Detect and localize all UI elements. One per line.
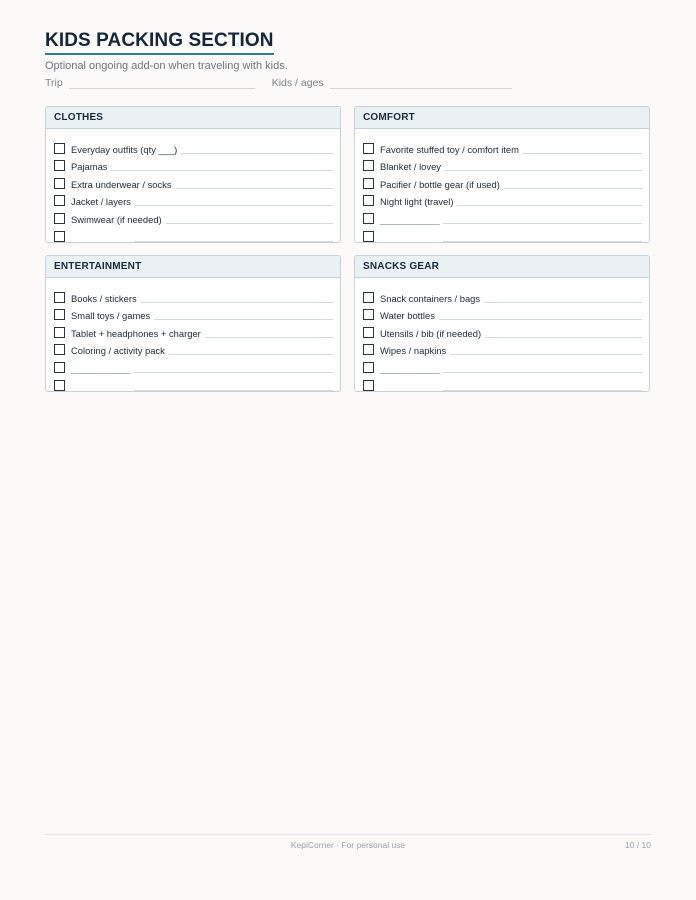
checklist-item-label: Blanket / lovey bbox=[380, 161, 441, 173]
checklist-item-label: Favorite stuffed toy / comfort item bbox=[380, 143, 519, 155]
blank-item-line[interactable]: ________________ bbox=[380, 364, 440, 374]
write-in-line[interactable] bbox=[205, 329, 333, 338]
page-number: 10 / 10 bbox=[625, 840, 651, 850]
write-in-line[interactable] bbox=[169, 346, 333, 355]
checkbox[interactable] bbox=[54, 213, 65, 224]
checklist-item-label: Coloring / activity pack bbox=[71, 345, 165, 357]
write-in-line[interactable] bbox=[484, 294, 642, 303]
checklist-item bbox=[363, 304, 642, 322]
checklist bbox=[355, 129, 649, 243]
write-in-line[interactable] bbox=[485, 329, 642, 338]
checkbox[interactable] bbox=[54, 309, 65, 320]
write-in-line[interactable] bbox=[134, 364, 333, 373]
checklist-item bbox=[363, 137, 642, 155]
write-in-line[interactable] bbox=[154, 311, 333, 320]
checkbox[interactable] bbox=[54, 195, 65, 206]
checklist-item-label: Everyday outfits (qty ___) bbox=[71, 143, 178, 155]
write-in-line[interactable] bbox=[504, 180, 642, 189]
checklist-item bbox=[54, 374, 333, 392]
write-in-line[interactable] bbox=[443, 215, 642, 224]
checkbox[interactable] bbox=[54, 344, 65, 355]
checklist-item bbox=[54, 225, 333, 243]
meta-fields bbox=[45, 75, 651, 89]
checklist-item bbox=[54, 207, 333, 225]
page-header bbox=[45, 30, 651, 89]
checklist-item-label: Pajamas bbox=[71, 161, 108, 173]
checkbox[interactable] bbox=[54, 362, 65, 373]
section-title: COMFORT bbox=[355, 107, 649, 129]
write-in-line[interactable] bbox=[450, 346, 642, 355]
write-in-line[interactable] bbox=[443, 233, 642, 242]
section-title: CLOTHES bbox=[46, 107, 340, 129]
checklist-item-label: Utensils / bib (if needed) bbox=[380, 327, 482, 339]
checkbox[interactable] bbox=[363, 195, 374, 206]
trip-field[interactable] bbox=[69, 78, 255, 89]
write-in-line[interactable] bbox=[523, 145, 642, 154]
checklist-item-label: Jacket / layers bbox=[71, 196, 131, 208]
checklist-item bbox=[54, 155, 333, 173]
write-in-line[interactable] bbox=[181, 145, 333, 154]
write-in-line[interactable] bbox=[134, 382, 333, 391]
blank-item-line[interactable]: ________________ bbox=[380, 382, 440, 392]
checkbox[interactable] bbox=[54, 380, 65, 391]
blank-item-line[interactable]: ________________ bbox=[71, 382, 131, 392]
checklist-item bbox=[54, 172, 333, 190]
write-in-line[interactable] bbox=[439, 311, 642, 320]
checklist-item bbox=[54, 356, 333, 374]
section-comfort bbox=[354, 106, 650, 243]
checkbox[interactable] bbox=[363, 178, 374, 189]
write-in-line[interactable] bbox=[457, 197, 642, 206]
checklist-item-label: Swimwear (if needed) bbox=[71, 213, 162, 225]
checklist-item bbox=[363, 190, 642, 208]
checklist bbox=[355, 278, 649, 392]
checklist-item bbox=[363, 207, 642, 225]
write-in-line[interactable] bbox=[141, 294, 333, 303]
checkbox[interactable] bbox=[54, 292, 65, 303]
checklist-item bbox=[363, 339, 642, 357]
checklist-item-label: Water bottles bbox=[380, 310, 435, 322]
checklist-item bbox=[363, 321, 642, 339]
checkbox[interactable] bbox=[363, 362, 374, 373]
checkbox[interactable] bbox=[54, 231, 65, 242]
checklist-item-label: Tablet + headphones + charger bbox=[71, 327, 201, 339]
footer-credit: KepiCorner · For personal use bbox=[290, 840, 406, 850]
checkbox[interactable] bbox=[363, 380, 374, 391]
section-title: ENTERTAINMENT bbox=[46, 256, 340, 278]
checklist-item-label: Night light (travel) bbox=[380, 196, 454, 208]
blank-item-line[interactable]: ________________ bbox=[71, 233, 131, 243]
checkbox[interactable] bbox=[54, 327, 65, 338]
checklist-item bbox=[363, 286, 642, 304]
checkbox[interactable] bbox=[363, 160, 374, 171]
write-in-line[interactable] bbox=[166, 215, 333, 224]
blank-item-line[interactable]: ________________ bbox=[380, 215, 440, 225]
checklist-item bbox=[363, 225, 642, 243]
checkbox[interactable] bbox=[363, 143, 374, 154]
write-in-line[interactable] bbox=[135, 197, 333, 206]
checkbox[interactable] bbox=[363, 213, 374, 224]
write-in-line[interactable] bbox=[443, 382, 642, 391]
checklist bbox=[46, 129, 340, 243]
checklist-item-label: Books / stickers bbox=[71, 292, 137, 304]
blank-item-line[interactable]: ________________ bbox=[71, 364, 131, 374]
write-in-line[interactable] bbox=[134, 233, 333, 242]
checkbox[interactable] bbox=[363, 327, 374, 338]
checkbox[interactable] bbox=[363, 292, 374, 303]
section-entertainment bbox=[45, 255, 341, 392]
checklist-item-label: Small toys / games bbox=[71, 310, 151, 322]
checklist-item-label: Snack containers / bags bbox=[380, 292, 481, 304]
checkbox[interactable] bbox=[54, 178, 65, 189]
blank-item-line[interactable]: ________________ bbox=[380, 233, 440, 243]
kids-ages-label: Kids / ages bbox=[271, 77, 324, 89]
section-snacks-gear bbox=[354, 255, 650, 392]
write-in-line[interactable] bbox=[176, 180, 333, 189]
page-subtitle: Optional ongoing add-on when traveling with kids. bbox=[45, 60, 288, 72]
page-title: KIDS PACKING SECTION bbox=[45, 30, 274, 55]
checklist-item bbox=[363, 172, 642, 190]
checklist-item bbox=[363, 374, 642, 392]
write-in-line[interactable] bbox=[443, 364, 642, 373]
page-footer bbox=[45, 834, 651, 855]
checklist-item bbox=[54, 190, 333, 208]
checkbox[interactable] bbox=[363, 309, 374, 320]
checkbox[interactable] bbox=[363, 344, 374, 355]
write-in-line[interactable] bbox=[445, 162, 642, 171]
section-clothes bbox=[45, 106, 341, 243]
checklist bbox=[46, 278, 340, 392]
trip-label: Trip bbox=[45, 77, 63, 89]
checklist-item bbox=[363, 155, 642, 173]
checkbox[interactable] bbox=[54, 143, 65, 154]
section-title: SNACKS GEAR bbox=[355, 256, 649, 278]
checklist-item-label: Wipes / napkins bbox=[380, 345, 447, 357]
checkbox[interactable] bbox=[54, 160, 65, 171]
checklist-item bbox=[54, 339, 333, 357]
checklist-item bbox=[54, 286, 333, 304]
checklist-item bbox=[54, 321, 333, 339]
checkbox[interactable] bbox=[363, 231, 374, 242]
checklist-item-label: Extra underwear / socks bbox=[71, 178, 172, 190]
kids-ages-field[interactable] bbox=[330, 78, 512, 89]
checklist-item bbox=[363, 356, 642, 374]
checklist-item bbox=[54, 304, 333, 322]
checklist-item bbox=[54, 137, 333, 155]
write-in-line[interactable] bbox=[111, 162, 333, 171]
checklist-item-label: Pacifier / bottle gear (if used) bbox=[380, 178, 500, 190]
